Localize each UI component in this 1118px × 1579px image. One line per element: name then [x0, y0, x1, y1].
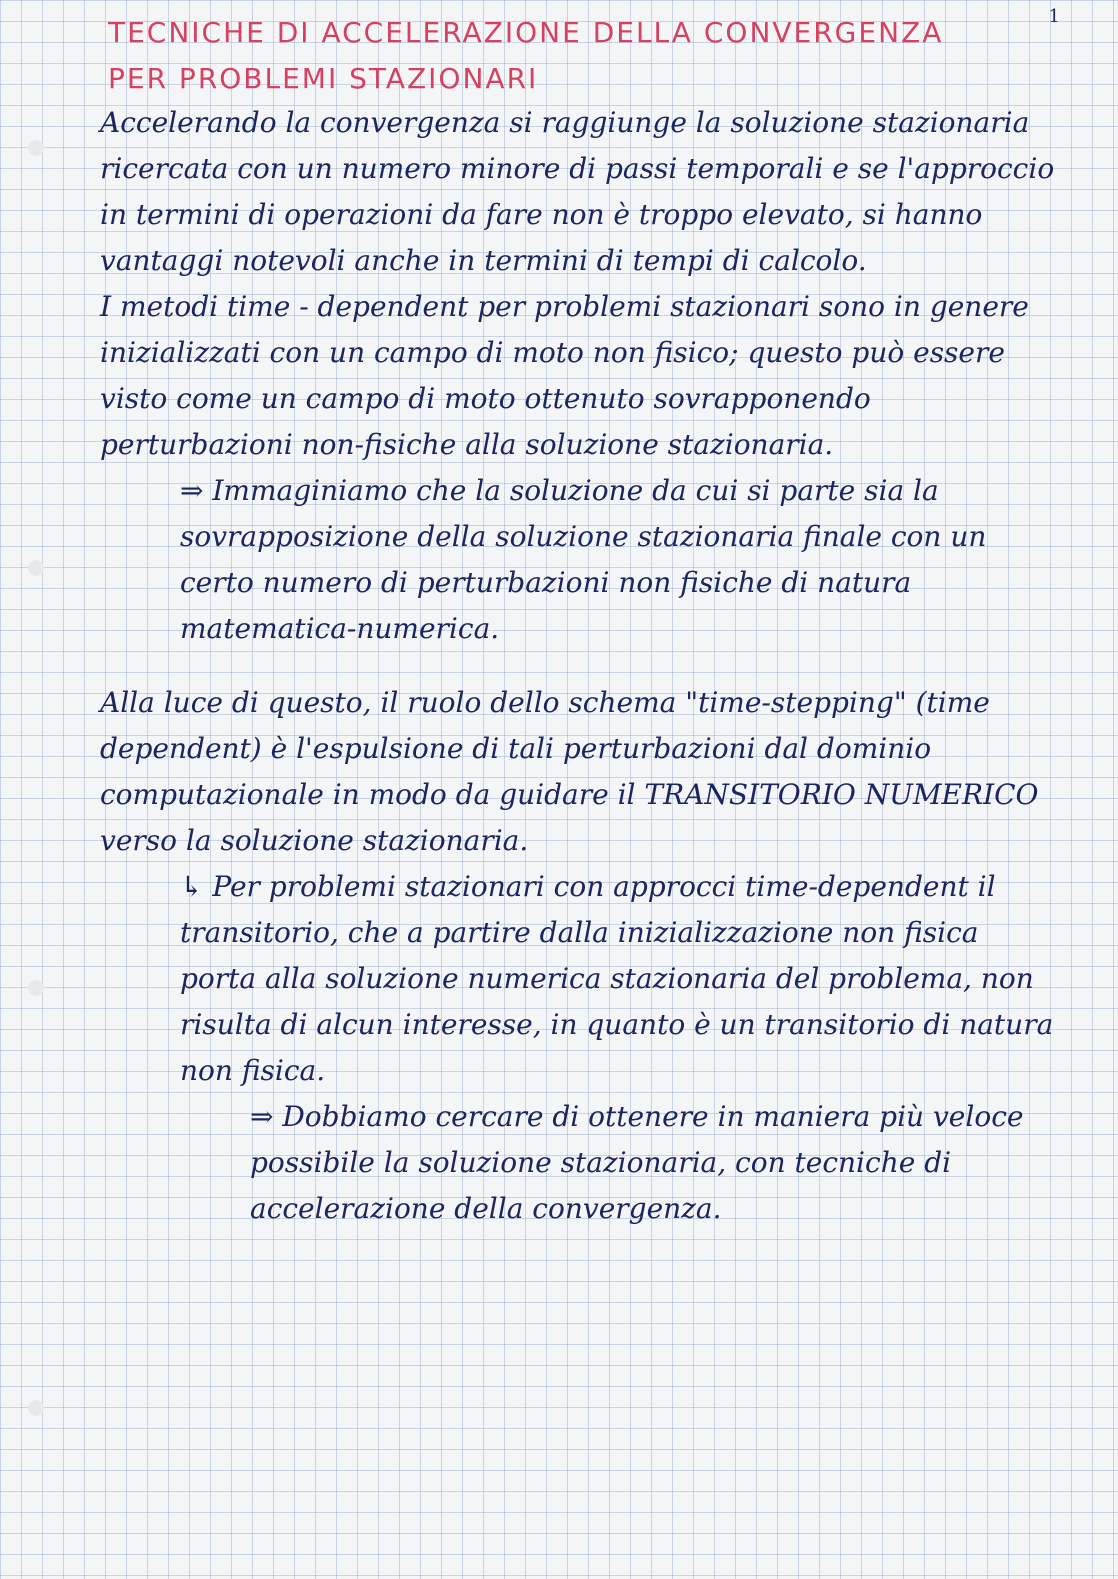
paragraph: ↳ Per problemi stazionari con approcci time-dependent il transitorio, che a partire dalla inizializzazione non fisica porta alla soluzione numerica stazionaria del problema, non risulta di alcun interesse, in quanto è un transitorio di natura non fisica. — [180, 870, 1054, 1087]
page-number: 1 — [1048, 6, 1060, 27]
notes-body — [100, 100, 1060, 1232]
margin-hole — [28, 140, 44, 156]
margin-hole — [28, 560, 44, 576]
paragraph: ⇒ Dobbiamo cercare di ottenere in maniera più veloce possibile la soluzione stazionaria, con tecniche di accelerazione della convergenza. — [250, 1100, 1024, 1225]
paragraph: ⇒ Immaginiamo che la soluzione da cui si parte sia la sovrapposizione della soluzione stazionaria finale con un certo numero di perturbazioni non fisiche di natura matematica-numerica. — [180, 474, 987, 645]
paragraph: Alla luce di questo, il ruolo dello schema "time-stepping" (time dependent) è l'espulsione di tali perturbazioni dal dominio computazionale in modo da guidare il TRANSITORIO NUMERICO verso la soluzione stazionaria. — [100, 686, 1039, 857]
paragraph: I metodi time - dependent per problemi stazionari sono in genere inizializzati con un campo di moto non fisico; questo può essere visto come un campo di moto ottenuto sovrapponendo perturbazioni non-fisiche alla soluzione stazionaria. — [100, 290, 1029, 461]
page-title: TECNICHE DI ACCELERAZIONE DELLA CONVERGENZA PER PROBLEMI STAZIONARI — [108, 16, 944, 95]
margin-hole — [28, 980, 44, 996]
margin-hole — [28, 1400, 44, 1416]
paragraph: Accelerando la convergenza si raggiunge la soluzione stazionaria ricercata con un numero minore di passi temporali e se l'approccio in termini di operazioni da fare non è troppo elevato, si hanno vantaggi notevoli anche in termini di tempi di calcolo. — [100, 106, 1055, 277]
